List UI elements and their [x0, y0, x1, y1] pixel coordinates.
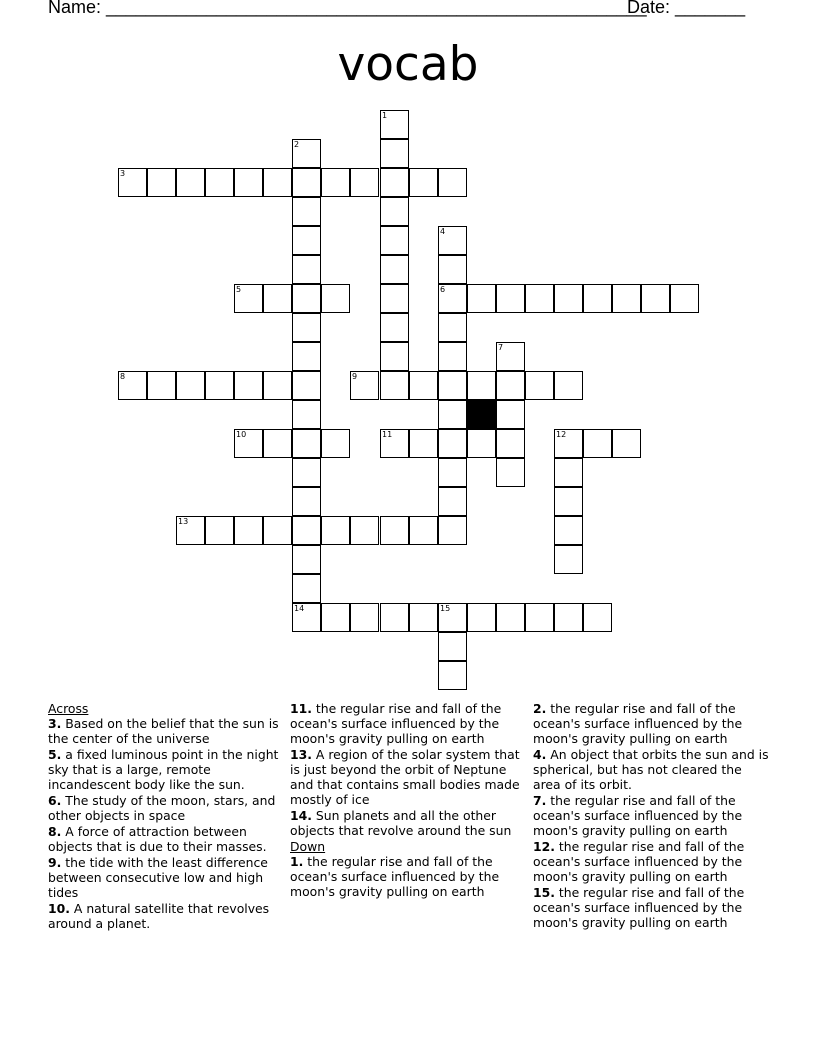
grid-cell[interactable]: [380, 516, 409, 545]
grid-cell[interactable]: [176, 371, 205, 400]
grid-cell[interactable]: [438, 371, 467, 400]
grid-cell[interactable]: [292, 545, 321, 574]
grid-cell[interactable]: [496, 603, 525, 632]
grid-cell[interactable]: [292, 197, 321, 226]
clue-down-15: [533, 885, 769, 930]
clue-across-10: [48, 901, 284, 931]
grid-cell[interactable]: [380, 168, 409, 197]
grid-cell[interactable]: [496, 429, 525, 458]
grid-cell[interactable]: [525, 284, 554, 313]
grid-cell[interactable]: [176, 168, 205, 197]
grid-cell[interactable]: [496, 458, 525, 487]
grid-cell[interactable]: [554, 516, 583, 545]
clue-across-3: [48, 716, 284, 746]
grid-cell[interactable]: [292, 429, 321, 458]
cell-number: 11: [382, 430, 393, 439]
clue-number: 4.: [533, 747, 547, 762]
grid-cell[interactable]: [380, 603, 409, 632]
grid-cell[interactable]: [263, 168, 292, 197]
clue-number: 9.: [48, 855, 62, 870]
grid-cell[interactable]: [380, 139, 409, 168]
grid-cell[interactable]: [380, 255, 409, 284]
clue-number: 10.: [48, 901, 70, 916]
cell-number: 8: [120, 372, 126, 381]
clue-down-12: [533, 839, 769, 884]
clue-number: 6.: [48, 793, 62, 808]
clue-across-9: [48, 855, 284, 900]
grid-cell[interactable]: [350, 516, 379, 545]
clue-across-8: [48, 824, 284, 854]
clue-number: 11.: [290, 701, 312, 716]
grid-cell[interactable]: [409, 168, 438, 197]
grid-cell[interactable]: [670, 284, 699, 313]
grid-cell[interactable]: [263, 429, 292, 458]
grid-cell[interactable]: [467, 371, 496, 400]
grid-cell[interactable]: [147, 168, 176, 197]
grid-cell[interactable]: [438, 313, 467, 342]
grid-cell[interactable]: [409, 371, 438, 400]
grid-cell[interactable]: [118, 168, 147, 197]
clue-column-1: [48, 701, 284, 932]
grid-cell[interactable]: [205, 371, 234, 400]
grid-cell[interactable]: [234, 168, 263, 197]
grid-cell[interactable]: [438, 603, 467, 632]
grid-cell[interactable]: [438, 284, 467, 313]
grid-cell[interactable]: [467, 284, 496, 313]
grid-cell[interactable]: [496, 342, 525, 371]
clue-number: 14.: [290, 808, 312, 823]
clue-number: 12.: [533, 839, 555, 854]
grid-cell[interactable]: [554, 545, 583, 574]
grid-cell[interactable]: [438, 429, 467, 458]
grid-cell[interactable]: [496, 284, 525, 313]
cell-number: 1: [382, 111, 388, 120]
clue-down-7: [533, 793, 769, 838]
clue-text: A natural satellite that revolves around a planet.: [48, 901, 270, 931]
grid-cell[interactable]: [234, 516, 263, 545]
grid-cell[interactable]: [292, 574, 321, 603]
grid-cell[interactable]: [641, 284, 670, 313]
clue-column-2: [290, 701, 526, 900]
grid-cell[interactable]: [350, 371, 379, 400]
grid-cell[interactable]: [380, 371, 409, 400]
grid-cell[interactable]: [467, 429, 496, 458]
grid-cell[interactable]: [292, 458, 321, 487]
grid-cell[interactable]: [438, 226, 467, 255]
page-title: vocab: [337, 37, 479, 92]
clue-number: 15.: [533, 885, 555, 900]
grid-cell[interactable]: [438, 342, 467, 371]
clue-number: 13.: [290, 747, 312, 762]
grid-cell[interactable]: [292, 226, 321, 255]
grid-cell[interactable]: [409, 516, 438, 545]
grid-cell[interactable]: [380, 284, 409, 313]
clue-text: the regular rise and fall of the ocean's surface influenced by the moon's gravity pulling on earth: [533, 701, 743, 746]
clue-number: 2.: [533, 701, 547, 716]
cell-number: 10: [236, 430, 247, 439]
grid-cell[interactable]: [176, 516, 205, 545]
grid-cell[interactable]: [583, 429, 612, 458]
grid-cell[interactable]: [380, 226, 409, 255]
clue-text: An object that orbits the sun and is spherical, but has not cleared the area of its orbit.: [533, 747, 769, 792]
clue-text: the regular rise and fall of the ocean's surface influenced by the moon's gravity pulling on earth: [290, 701, 502, 746]
grid-cell[interactable]: [583, 284, 612, 313]
cell-number: 3: [120, 169, 126, 178]
grid-cell[interactable]: [438, 661, 467, 690]
name-field-label: Name: ______________________________________________________: [48, 0, 647, 17]
grid-cell[interactable]: [409, 603, 438, 632]
grid-cell[interactable]: [292, 400, 321, 429]
grid-cell[interactable]: [554, 371, 583, 400]
grid-cell[interactable]: [292, 603, 321, 632]
clue-across-11: [290, 701, 526, 746]
grid-cell[interactable]: [380, 342, 409, 371]
grid-cell[interactable]: [380, 110, 409, 139]
clue-text: the regular rise and fall of the ocean's surface influenced by the moon's gravity pulling on earth: [290, 854, 500, 899]
grid-cell[interactable]: [118, 371, 147, 400]
cell-number: 2: [294, 140, 300, 149]
grid-cell[interactable]: [583, 603, 612, 632]
grid-cell[interactable]: [380, 429, 409, 458]
grid-cell[interactable]: [350, 603, 379, 632]
grid-cell[interactable]: [554, 429, 583, 458]
cell-number: 5: [236, 285, 242, 294]
clue-down-4: [533, 747, 769, 792]
clue-column-3: [533, 701, 769, 931]
grid-cell[interactable]: [525, 371, 554, 400]
clue-text: Based on the belief that the sun is the center of the universe: [48, 716, 279, 746]
cell-number: 9: [352, 372, 358, 381]
clue-text: A force of attraction between objects that is due to their masses.: [48, 824, 267, 854]
grid-cell[interactable]: [292, 255, 321, 284]
grid-cell[interactable]: [380, 197, 409, 226]
grid-block: [467, 400, 496, 429]
grid-cell[interactable]: [496, 400, 525, 429]
grid-cell[interactable]: [438, 458, 467, 487]
grid-cell[interactable]: [350, 168, 379, 197]
cell-number: 4: [440, 227, 446, 236]
cell-number: 14: [294, 604, 305, 613]
grid-cell[interactable]: [438, 632, 467, 661]
grid-cell[interactable]: [292, 139, 321, 168]
grid-cell[interactable]: [554, 487, 583, 516]
across-heading: Across: [48, 701, 89, 716]
grid-cell[interactable]: [438, 487, 467, 516]
clue-text: Sun planets and all the other objects that revolve around the sun: [290, 808, 512, 838]
grid-cell[interactable]: [467, 603, 496, 632]
clue-down-2: [533, 701, 769, 746]
grid-cell[interactable]: [292, 284, 321, 313]
clue-text: a fixed luminous point in the night sky that is a large, remote incandescent body like the sun.: [48, 747, 279, 792]
grid-cell[interactable]: [380, 313, 409, 342]
grid-cell[interactable]: [525, 603, 554, 632]
clue-number: 1.: [290, 854, 304, 869]
cell-number: 12: [556, 430, 567, 439]
grid-cell[interactable]: [292, 487, 321, 516]
clue-across-5: [48, 747, 284, 792]
grid-cell[interactable]: [234, 371, 263, 400]
grid-cell[interactable]: [292, 313, 321, 342]
clue-across-6: [48, 793, 284, 823]
clue-number: 7.: [533, 793, 547, 808]
clue-text: The study of the moon, stars, and other objects in space: [48, 793, 276, 823]
clue-down-1: [290, 854, 526, 899]
grid-cell[interactable]: [321, 284, 350, 313]
grid-cell[interactable]: [554, 284, 583, 313]
clue-across-13: [290, 747, 526, 807]
grid-cell[interactable]: [438, 255, 467, 284]
grid-cell[interactable]: [438, 516, 467, 545]
cell-number: 6: [440, 285, 446, 294]
grid-cell[interactable]: [292, 168, 321, 197]
grid-cell[interactable]: [263, 371, 292, 400]
grid-cell[interactable]: [321, 168, 350, 197]
cell-number: 15: [440, 604, 451, 613]
grid-cell[interactable]: [263, 284, 292, 313]
grid-cell[interactable]: [321, 603, 350, 632]
clue-text: the regular rise and fall of the ocean's surface influenced by the moon's gravity pulling on earth: [533, 793, 743, 838]
clue-text: A region of the solar system that is just beyond the orbit of Neptune and that contains small bodies made mostly of ice: [290, 747, 520, 807]
clue-text: the tide with the least difference between consecutive low and high tides: [48, 855, 268, 900]
grid-cell[interactable]: [263, 516, 292, 545]
grid-cell[interactable]: [292, 371, 321, 400]
grid-cell[interactable]: [554, 458, 583, 487]
grid-cell[interactable]: [612, 284, 641, 313]
cell-number: 13: [178, 517, 189, 526]
clue-number: 3.: [48, 716, 62, 731]
grid-cell[interactable]: [496, 371, 525, 400]
down-heading: Down: [290, 839, 326, 854]
clue-number: 5.: [48, 747, 62, 762]
grid-cell[interactable]: [234, 429, 263, 458]
grid-cell[interactable]: [612, 429, 641, 458]
grid-cell[interactable]: [292, 342, 321, 371]
cell-number: 7: [498, 343, 504, 352]
clue-across-14: [290, 808, 526, 838]
grid-cell[interactable]: [205, 168, 234, 197]
clue-number: 8.: [48, 824, 62, 839]
clue-text: the regular rise and fall of the ocean's surface influenced by the moon's gravity pulling on earth: [533, 885, 745, 930]
grid-cell[interactable]: [205, 516, 234, 545]
grid-cell[interactable]: [321, 516, 350, 545]
grid-cell[interactable]: [321, 429, 350, 458]
grid-cell[interactable]: [438, 168, 467, 197]
grid-cell[interactable]: [554, 603, 583, 632]
grid-cell[interactable]: [234, 284, 263, 313]
grid-cell[interactable]: [147, 371, 176, 400]
grid-cell[interactable]: [292, 516, 321, 545]
grid-cell[interactable]: [438, 400, 467, 429]
clue-text: the regular rise and fall of the ocean's surface influenced by the moon's gravity pulling on earth: [533, 839, 745, 884]
date-field-label: Date: _______: [627, 0, 746, 17]
grid-cell[interactable]: [409, 429, 438, 458]
